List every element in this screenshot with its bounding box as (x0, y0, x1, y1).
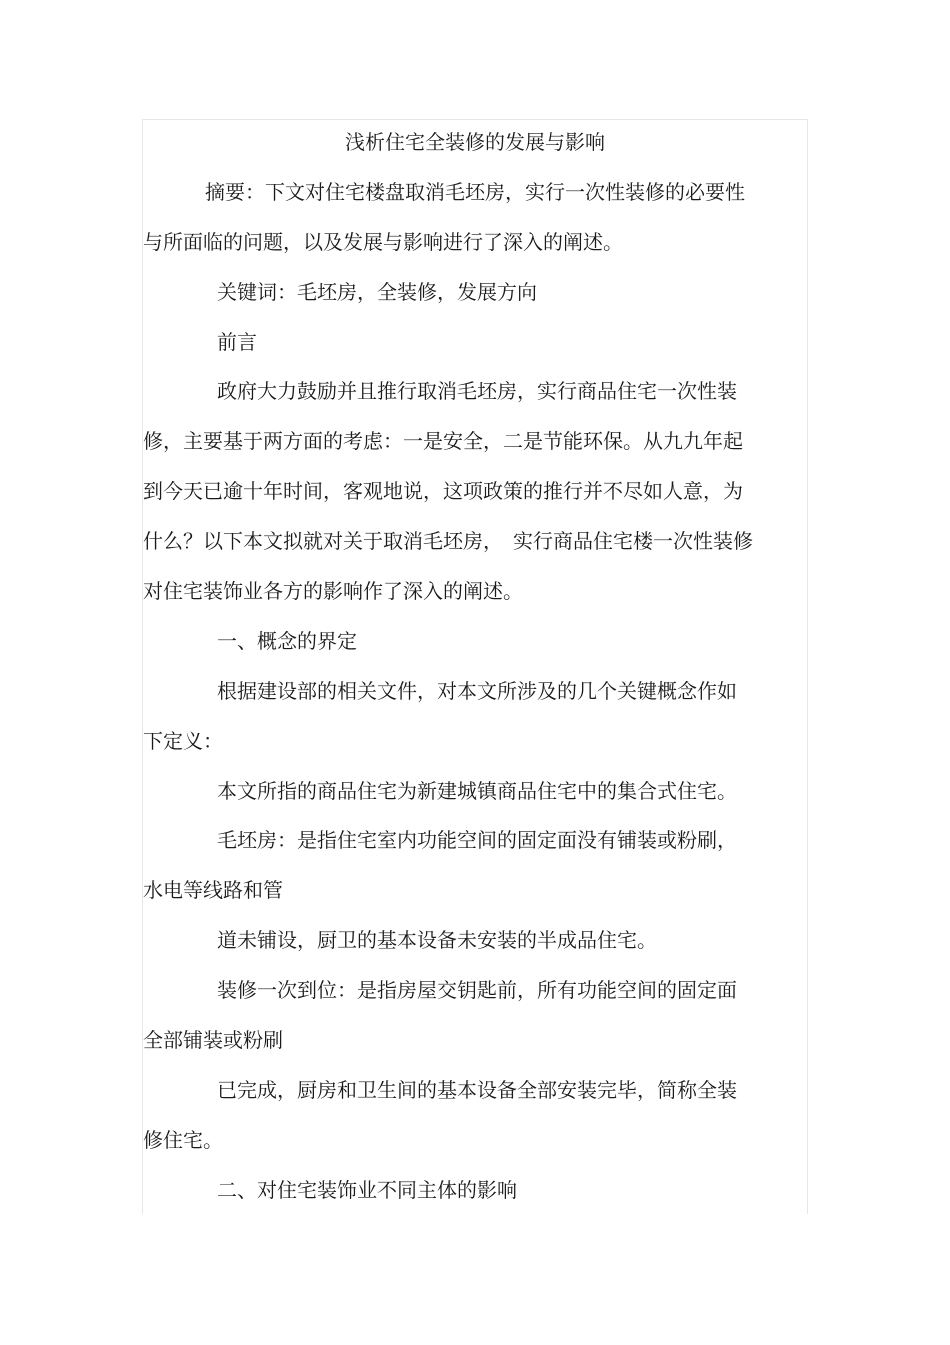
definition-line: 水电等线路和管 (143, 878, 283, 902)
abstract-line: 摘要：下文对住宅楼盘取消毛坯房，实行一次性装修的必要性 (205, 180, 745, 204)
paragraph-line: 本文所指的商品住宅为新建城镇商品住宅中的集合式住宅。 (217, 779, 737, 803)
paragraph-line: 修，主要基于两方面的考虑：一是安全，二是节能环保。从九九年起 (143, 429, 743, 453)
paragraph-line: 什么？以下本文拟就对关于取消毛坯房， 实行商品住宅楼一次性装修 (143, 529, 753, 553)
paragraph-line: 根据建设部的相关文件，对本文所涉及的几个关键概念作如 (217, 679, 737, 703)
definition-line: 毛坯房：是指住宅室内功能空间的固定面没有铺装或粉刷， (217, 828, 737, 852)
definition-line: 已完成，厨房和卫生间的基本设备全部安装完毕，简称全装 (217, 1078, 737, 1102)
definition-line: 装修一次到位：是指房屋交钥匙前，所有功能空间的固定面 (217, 978, 737, 1002)
definition-line: 道未铺设，厨卫的基本设备未安装的半成品住宅。 (217, 928, 657, 952)
paragraph-line: 下定义： (143, 729, 223, 753)
section-heading: 二、对住宅装饰业不同主体的影响 (217, 1178, 517, 1202)
section-heading: 一、概念的界定 (217, 629, 357, 653)
section-heading: 前言 (217, 330, 257, 354)
definition-line: 修住宅。 (143, 1128, 223, 1152)
paragraph-line: 到今天已逾十年时间，客观地说，这项政策的推行并不尽如人意，为 (143, 479, 743, 503)
paragraph-line: 对住宅装饰业各方的影响作了深入的阐述。 (143, 579, 523, 603)
document-title: 浅析住宅全装修的发展与影响 (345, 130, 605, 154)
definition-line: 全部铺装或粉刷 (143, 1028, 283, 1052)
paragraph-line: 政府大力鼓励并且推行取消毛坯房，实行商品住宅一次性装 (217, 379, 737, 403)
abstract-line: 与所面临的问题，以及发展与影响进行了深入的阐述。 (143, 230, 623, 254)
keywords-line: 关键词：毛坯房，全装修，发展方向 (217, 280, 537, 304)
